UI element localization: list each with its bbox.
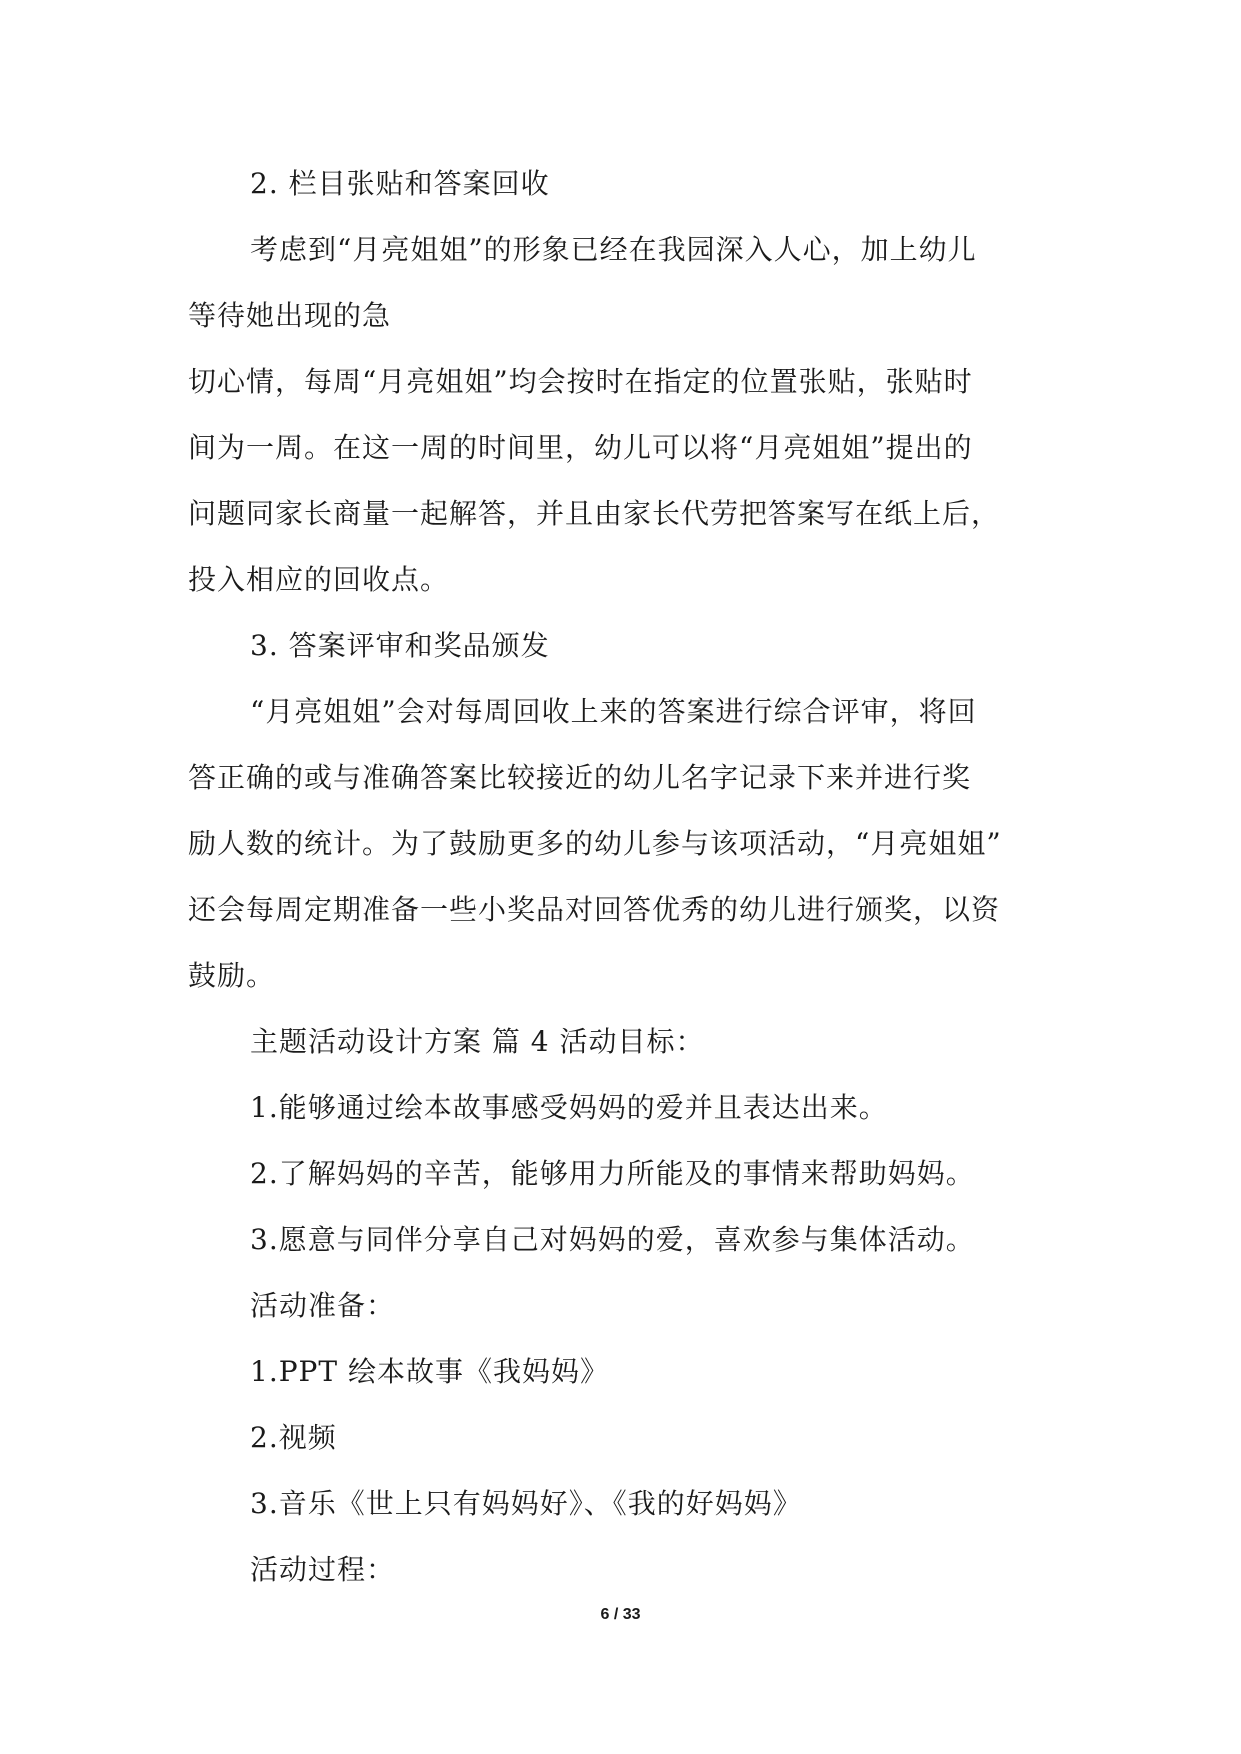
list-item: 3.音乐《世上只有妈妈好》、《我的好妈妈》 [250, 1487, 802, 1520]
paragraph-line: 考虑到“月亮姐姐”的形象已经在我园深入人心，加上幼儿 [250, 233, 977, 266]
paragraph-line: 答正确的或与准确答案比较接近的幼儿名字记录下来并进行奖 [188, 761, 972, 794]
list-item: 2.视频 [250, 1421, 337, 1454]
paragraph-line: 投入相应的回收点。 [188, 563, 450, 596]
paragraph-line: “月亮姐姐”会对每周回收上来的答案进行综合评审，将回 [250, 695, 977, 728]
paragraph-line: 还会每周定期准备一些小奖品对回答优秀的幼儿进行颁奖，以资 [188, 893, 1001, 926]
section-heading-2: 2. 栏目张贴和答案回收 [250, 167, 550, 200]
list-item: 2.了解妈妈的辛苦，能够用力所能及的事情来帮助妈妈。 [250, 1157, 975, 1190]
paragraph-line: 切心情，每周“月亮姐姐”均会按时在指定的位置张贴，张贴时 [188, 365, 973, 398]
paragraph-line: 间为一周。在这一周的时间里，幼儿可以将“月亮姐姐”提出的 [188, 431, 973, 464]
paragraph-line: 问题同家长商量一起解答，并且由家长代劳把答案写在纸上后， [188, 497, 1001, 530]
paragraph-line: 励人数的统计。为了鼓励更多的幼儿参与该项活动，“月亮姐姐” [188, 827, 1002, 860]
page-number: 6 / 33 [600, 1606, 641, 1623]
list-item: 1.PPT 绘本故事《我妈妈》 [250, 1355, 609, 1388]
section-title: 主题活动设计方案 篇 4 活动目标： [250, 1025, 705, 1058]
list-item: 1.能够通过绘本故事感受妈妈的爱并且表达出来。 [250, 1091, 888, 1124]
paragraph-line: 等待她出现的急 [188, 299, 392, 332]
subheading: 活动过程： [250, 1553, 396, 1586]
subheading: 活动准备： [250, 1289, 396, 1322]
paragraph-line: 鼓励。 [188, 959, 276, 992]
list-item: 3.愿意与同伴分享自己对妈妈的爱，喜欢参与集体活动。 [250, 1223, 975, 1256]
section-heading-3: 3. 答案评审和奖品颁发 [250, 629, 550, 662]
